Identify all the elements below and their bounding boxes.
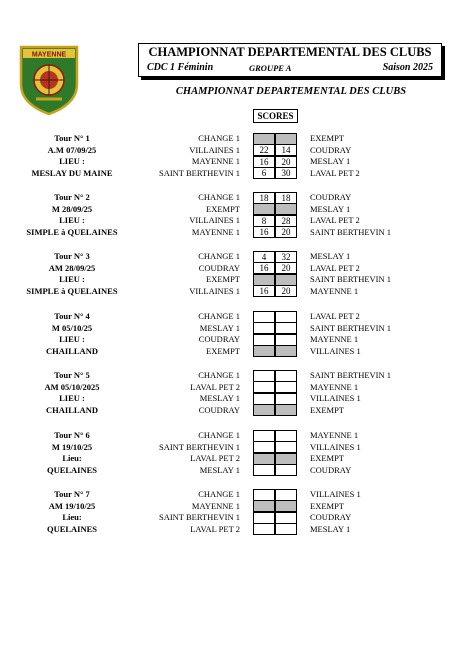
home-score-cell: 22 [253,144,275,156]
tour-place-label: LIEU : [59,215,85,226]
home-score-cell [253,345,275,357]
tour-date: M 28/09/25 [51,203,93,214]
away-score-cell [275,203,297,215]
away-score-cell [275,345,297,357]
home-score-cell: 16 [253,156,275,168]
away-team: MAYENNE 1 [310,430,359,440]
away-team: LAVAL PET 2 [310,215,360,226]
home-score-cell: 16 [253,226,275,238]
home-team: LAVAL PET 2 [190,381,240,392]
tour-place-label: LIEU : [59,274,85,285]
away-score-cell: 20 [275,156,297,168]
home-score-cell [253,393,275,405]
tour-place-label: Lieu: [62,453,82,464]
home-team: SAINT BERTHEVIN 1 [158,441,240,452]
home-team: MESLAY 1 [199,322,240,333]
home-score-cell [253,381,275,393]
away-team: COUDRAY [310,512,352,523]
tour-place: CHAILLAND [46,404,98,415]
tour-date: AM 19/10/25 [48,500,96,511]
away-team: LAVAL PET 2 [310,262,360,273]
home-score-cell [253,133,275,145]
away-team: MESLAY 1 [310,251,351,261]
home-score-cell: 4 [253,251,275,263]
away-score-cell: 18 [275,192,297,204]
home-score-cell [253,404,275,416]
away-team: LAVAL PET 2 [310,311,360,321]
away-team: EXEMPT [310,500,344,511]
tour-place-label: LIEU : [59,334,85,345]
home-team: VILLAINES 1 [189,215,240,226]
away-team: SAINT BERTHEVIN 1 [310,274,392,285]
home-score-cell: 8 [253,215,275,227]
tour-number: Tour N° 1 [54,133,90,143]
tour-date: AM 05/10/2025 [44,381,100,392]
home-team: CHANGE 1 [198,133,240,143]
tour-number: Tour N° 3 [54,251,90,261]
away-team: MESLAY 1 [310,523,351,534]
away-team: VILLAINES 1 [310,441,361,452]
home-team: VILLAINES 1 [189,144,240,155]
home-score-cell [253,322,275,334]
home-team: VILLAINES 1 [189,285,240,296]
away-team: VILLAINES 1 [310,489,361,499]
away-score-cell: 20 [275,262,297,274]
away-score-cell: 32 [275,251,297,263]
away-score-cell [275,512,297,524]
home-score-cell [253,311,275,323]
home-score-cell [253,370,275,382]
away-score-cell [275,381,297,393]
home-team: CHANGE 1 [198,251,240,261]
home-score-cell [253,441,275,453]
season-label: Saison 2025 [382,62,433,73]
tour-date: AM 28/09/25 [48,262,96,273]
group-label: GROUPE A [249,63,292,73]
away-score-cell [275,322,297,334]
away-team: MAYENNE 1 [310,334,359,345]
away-score-cell [275,430,297,442]
away-team: COUDRAY [310,192,352,202]
tour-place: SIMPLE à QUELAINES [26,226,118,237]
scores-header: SCORES [253,109,298,123]
home-team: LAVAL PET 2 [190,523,240,534]
document-title: CHAMPIONNAT DEPARTEMENTAL DES CLUBS [148,45,432,59]
title-box [138,43,442,77]
home-team: LAVAL PET 2 [190,453,240,464]
tour-date: M 19/10/25 [51,441,93,452]
home-score-cell [253,274,275,286]
away-score-cell: 14 [275,144,297,156]
tour-place: CHAILLAND [46,345,98,356]
home-score-cell [253,523,275,535]
home-team: CHANGE 1 [198,370,240,380]
away-team: MAYENNE 1 [310,381,359,392]
away-score-cell [275,393,297,405]
away-score-cell: 30 [275,167,297,179]
away-team: EXEMPT [310,404,344,415]
svg-text:MAYENNE: MAYENNE [31,51,67,59]
away-team: SAINT BERTHEVIN 1 [310,370,392,380]
away-score-cell [275,453,297,465]
home-score-cell [253,500,275,512]
away-score-cell [275,523,297,535]
tour-date: A.M 07/09/25 [47,144,97,155]
tour-date: M 05/10/25 [51,322,93,333]
home-team: SAINT BERTHEVIN 1 [158,512,240,523]
home-score-cell: 16 [253,262,275,274]
away-team: MESLAY 1 [310,203,351,214]
away-score-cell [275,334,297,346]
mayenne-logo [18,44,80,116]
away-score-cell [275,489,297,501]
home-score-cell [253,203,275,215]
home-team: EXEMPT [206,203,240,214]
away-team: EXEMPT [310,453,344,464]
home-score-cell [253,453,275,465]
away-team: EXEMPT [310,133,344,143]
tour-place: SIMPLE à QUELAINES [26,285,118,296]
home-team: CHANGE 1 [198,489,240,499]
away-score-cell [275,133,297,145]
section-heading: CHAMPIONNAT DEPARTEMENTAL DES CLUBS [175,86,407,97]
home-team: EXEMPT [206,274,240,285]
away-team: SAINT BERTHEVIN 1 [310,322,392,333]
away-score-cell [275,370,297,382]
tour-number: Tour N° 4 [54,311,90,321]
away-team: COUDRAY [310,464,352,475]
home-score-cell [253,512,275,524]
away-score-cell [275,404,297,416]
tour-number: Tour N° 2 [54,192,90,202]
home-score-cell [253,489,275,501]
away-score-cell [275,464,297,476]
home-score-cell [253,464,275,476]
away-team: MESLAY 1 [310,156,351,167]
away-score-cell [275,274,297,286]
home-team: EXEMPT [206,345,240,356]
tour-place: QUELAINES [46,523,98,534]
home-team: MESLAY 1 [199,393,240,404]
tour-number: Tour N° 5 [54,370,90,380]
home-team: MAYENNE 1 [191,500,240,511]
away-team: COUDRAY [310,144,352,155]
home-team: CHANGE 1 [198,192,240,202]
home-team: MAYENNE 1 [191,226,240,237]
tour-place-label: Lieu: [62,512,82,523]
tour-number: Tour N° 7 [54,489,90,499]
home-team: COUDRAY [198,262,240,273]
home-team: CHANGE 1 [198,430,240,440]
away-team: LAVAL PET 2 [310,167,360,178]
home-team: COUDRAY [198,404,240,415]
home-score-cell: 18 [253,192,275,204]
tour-place: QUELAINES [46,464,98,475]
away-score-cell: 28 [275,215,297,227]
away-score-cell: 20 [275,226,297,238]
away-team: VILLAINES 1 [310,393,361,404]
tour-place-label: LIEU : [59,156,85,167]
category-label: CDC 1 Féminin [147,62,214,73]
home-team: MAYENNE 1 [191,156,240,167]
tour-place: MESLAY DU MAINE [31,167,113,178]
away-team: SAINT BERTHEVIN 1 [310,226,392,237]
away-score-cell: 20 [275,285,297,297]
away-score-cell [275,311,297,323]
home-team: COUDRAY [198,334,240,345]
tour-place-label: LIEU : [59,393,85,404]
home-score-cell [253,334,275,346]
home-score-cell: 16 [253,285,275,297]
tour-number: Tour N° 6 [54,430,90,440]
away-score-cell [275,441,297,453]
away-team: VILLAINES 1 [310,345,361,356]
home-score-cell [253,430,275,442]
home-score-cell: 6 [253,167,275,179]
home-team: MESLAY 1 [199,464,240,475]
away-team: MAYENNE 1 [310,285,359,296]
home-team: SAINT BERTHEVIN 1 [158,167,240,178]
away-score-cell [275,500,297,512]
home-team: CHANGE 1 [198,311,240,321]
